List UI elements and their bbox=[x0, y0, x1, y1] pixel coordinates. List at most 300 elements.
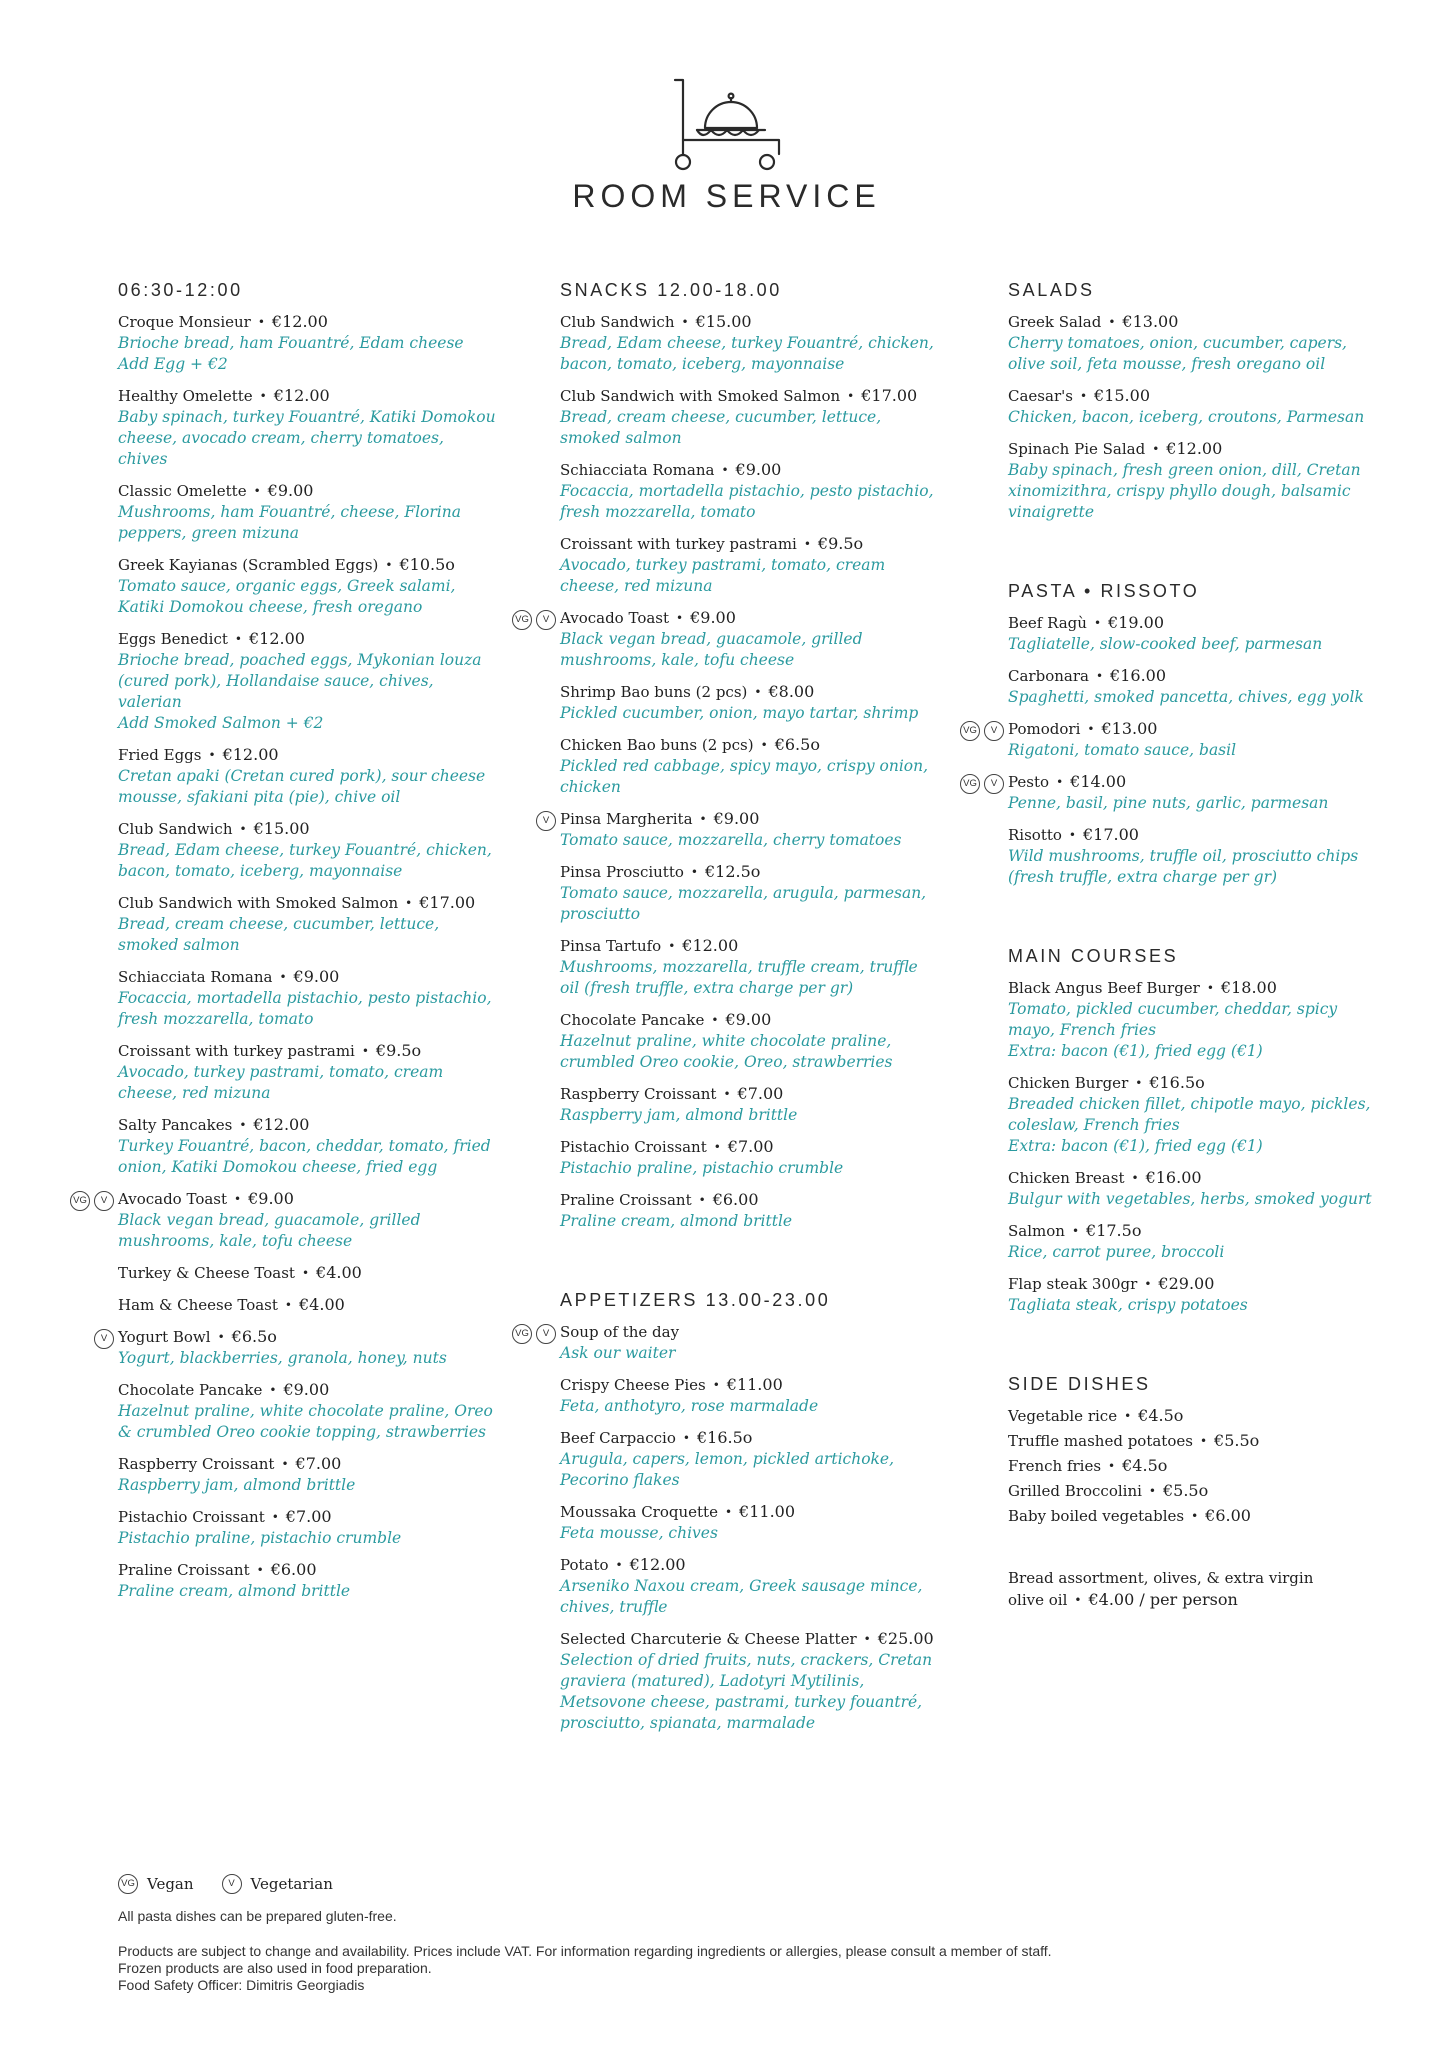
item-price: €16.00 bbox=[1110, 666, 1167, 685]
page-title: ROOM SERVICE bbox=[572, 178, 881, 214]
menu-item bbox=[560, 1501, 940, 1544]
item-name: Spinach Pie Salad bbox=[1008, 440, 1146, 458]
item-title-line bbox=[1008, 824, 1388, 846]
diet-tags bbox=[60, 1188, 114, 1211]
item-price: €16.00 bbox=[1145, 1168, 1202, 1187]
section-title: 06:30-12:00 bbox=[118, 280, 243, 300]
item-name: Potato bbox=[560, 1556, 609, 1574]
item-title-line bbox=[1008, 1567, 1348, 1611]
item-description: Raspberry jam, almond brittle bbox=[560, 1106, 798, 1124]
separator-dot: • bbox=[257, 315, 265, 329]
vegetarian-icon: V bbox=[984, 774, 1004, 794]
item-name: Shrimp Bao buns (2 pcs) bbox=[560, 683, 748, 701]
item-name: Croissant with turkey pastrami bbox=[560, 535, 797, 553]
menu-item bbox=[118, 966, 498, 1030]
item-description: Rigatoni, tomato sauce, basil bbox=[1008, 741, 1237, 759]
item-name: Chicken Burger bbox=[1008, 1074, 1129, 1092]
item-title-line bbox=[118, 966, 498, 988]
item-description: Focaccia, mortadella pistachio, pesto pistachio, fresh mozzarella, tomato bbox=[118, 989, 492, 1028]
item-description: Breaded chicken fillet, chipotle mayo, pickles, coleslaw, French fries bbox=[1008, 1095, 1371, 1134]
separator-dot: • bbox=[676, 611, 684, 625]
item-price: €12.5o bbox=[704, 862, 761, 881]
item-title-line bbox=[560, 1554, 940, 1576]
item-title-line bbox=[560, 311, 940, 333]
legend-label: Vegan bbox=[147, 1875, 194, 1893]
item-title-line bbox=[118, 1453, 498, 1475]
item-name: Club Sandwich with Smoked Salmon bbox=[118, 894, 399, 912]
menu-item bbox=[560, 1009, 940, 1073]
item-name: Carbonara bbox=[1008, 667, 1089, 685]
item-price: €12.00 bbox=[253, 1115, 310, 1134]
menu-item bbox=[1008, 311, 1388, 375]
separator-dot: • bbox=[1095, 669, 1104, 683]
separator-dot: • bbox=[239, 822, 247, 836]
item-price: €11.00 bbox=[739, 1502, 796, 1521]
item-name: Turkey & Cheese Toast bbox=[118, 1264, 295, 1282]
item-price: €25.00 bbox=[877, 1629, 934, 1648]
menu-item bbox=[560, 1136, 940, 1179]
menu-item bbox=[118, 1114, 498, 1178]
item-name: Greek Kayianas (Scrambled Eggs) bbox=[118, 556, 379, 574]
menu-item bbox=[118, 1040, 498, 1104]
item-price: €17.00 bbox=[419, 893, 476, 912]
separator-dot: • bbox=[1206, 981, 1214, 995]
item-title-line bbox=[1008, 438, 1388, 460]
vegetarian-icon: V bbox=[222, 1874, 242, 1894]
separator-dot: • bbox=[698, 1193, 706, 1207]
item-name: Soup of the day bbox=[560, 1323, 680, 1341]
menu-item bbox=[560, 459, 940, 523]
item-price: €17.5o bbox=[1086, 1221, 1142, 1240]
menu-item bbox=[1008, 665, 1388, 708]
diet-tags bbox=[502, 1321, 556, 1344]
item-price: €12.00 bbox=[273, 386, 330, 405]
item-title-line bbox=[1008, 718, 1388, 740]
item-description: Brioche bread, poached eggs, Mykonian louza (cured pork), Hollandaise sauce, chives, valerian bbox=[118, 651, 482, 711]
item-title-line bbox=[118, 311, 498, 333]
menu-item bbox=[560, 385, 940, 449]
menu-item bbox=[560, 1083, 940, 1126]
item-title-line bbox=[1008, 977, 1388, 999]
item-description: Praline cream, almond brittle bbox=[118, 1582, 351, 1600]
separator-dot: • bbox=[269, 1383, 277, 1397]
item-price: €17.00 bbox=[861, 386, 918, 405]
menu-item bbox=[118, 744, 498, 808]
separator-dot: • bbox=[301, 1266, 310, 1280]
diet-tags bbox=[950, 771, 1004, 794]
menu-item bbox=[1008, 1273, 1388, 1316]
menu-item bbox=[560, 1374, 940, 1417]
item-description: Arseniko Naxou cream, Greek sausage mince, chives, truffle bbox=[560, 1577, 923, 1616]
vegan-icon: VG bbox=[960, 721, 980, 741]
menu-section bbox=[515, 280, 940, 1232]
item-title-line bbox=[560, 1427, 940, 1449]
item-title-line bbox=[118, 1262, 498, 1284]
item-price: €4.00 bbox=[299, 1295, 345, 1314]
item-title-line bbox=[118, 1559, 498, 1581]
menu-item bbox=[118, 1506, 498, 1549]
item-title-line bbox=[118, 385, 498, 407]
diet-tags bbox=[950, 718, 1004, 741]
menu-item bbox=[1008, 1567, 1348, 1611]
menu-item bbox=[1008, 438, 1388, 523]
item-description: Spaghetti, smoked pancetta, chives, egg yolk bbox=[1008, 688, 1364, 706]
item-description: Baby spinach, fresh green onion, dill, Cretan xinomizithra, crispy phyllo dough, balsamic vinaigrette bbox=[1008, 461, 1361, 521]
menu-item bbox=[515, 1321, 940, 1364]
item-title-line bbox=[560, 935, 940, 957]
item-price: €4.5o bbox=[1122, 1456, 1168, 1475]
menu-item bbox=[1008, 1405, 1388, 1427]
item-title-line bbox=[1008, 1480, 1388, 1502]
item-title-line bbox=[560, 734, 940, 756]
item-price: €5.5o bbox=[1214, 1431, 1260, 1450]
item-title-line bbox=[560, 533, 940, 555]
separator-dot: • bbox=[847, 389, 855, 403]
item-description: Selection of dried fruits, nuts, crackers, Cretan graviera (matured), Ladotyri Mytilinis, Metsovone cheese, pastrami, turkey fouantré, prosciutto, spianata, marmalade bbox=[560, 1651, 933, 1732]
item-price: €15.00 bbox=[253, 819, 310, 838]
item-name: Croissant with turkey pastrami bbox=[118, 1042, 355, 1060]
item-price: €4.00 bbox=[316, 1263, 362, 1282]
item-name: Salmon bbox=[1008, 1222, 1065, 1240]
item-title-line bbox=[560, 1189, 940, 1211]
item-description: Pickled cucumber, onion, mayo tartar, shrimp bbox=[560, 704, 919, 722]
bread-note bbox=[1008, 1567, 1348, 1611]
item-description: Tomato, pickled cucumber, cheddar, spicy mayo, French fries bbox=[1008, 1000, 1338, 1039]
item-description: Praline cream, almond brittle bbox=[560, 1212, 793, 1230]
item-description: Brioche bread, ham Fouantré, Edam cheese bbox=[118, 334, 464, 352]
separator-dot: • bbox=[724, 1505, 733, 1519]
item-price: €13.00 bbox=[1101, 719, 1158, 738]
item-description: Bulgur with vegetables, herbs, smoked yogurt bbox=[1008, 1190, 1372, 1208]
item-name: Pesto bbox=[1008, 773, 1050, 791]
vegan-icon: VG bbox=[118, 1874, 138, 1894]
gluten-free-note: All pasta dishes can be prepared gluten-free. bbox=[118, 1908, 397, 1924]
item-price: €16.5o bbox=[1149, 1073, 1205, 1092]
item-name: Club Sandwich bbox=[118, 820, 233, 838]
item-name: Pistachio Croissant bbox=[118, 1508, 265, 1526]
menu-item bbox=[118, 1559, 498, 1602]
item-description: Chicken, bacon, iceberg, croutons, Parmesan bbox=[1008, 408, 1365, 426]
item-description: Tomato sauce, mozzarella, arugula, parmesan, prosciutto bbox=[560, 884, 927, 923]
menu-column-3 bbox=[963, 280, 1388, 1669]
separator-dot: • bbox=[723, 1087, 731, 1101]
menu-item bbox=[560, 311, 940, 375]
separator-dot: • bbox=[361, 1044, 369, 1058]
item-price: €12.00 bbox=[682, 936, 739, 955]
item-name: Raspberry Croissant bbox=[560, 1085, 717, 1103]
menu-section bbox=[963, 581, 1388, 888]
menu-item bbox=[1008, 1430, 1388, 1452]
item-title-line bbox=[118, 1294, 498, 1316]
section-title: MAIN COURSES bbox=[1008, 946, 1179, 966]
item-price: €15.00 bbox=[695, 312, 752, 331]
separator-dot: • bbox=[405, 896, 413, 910]
item-name: Truffle mashed potatoes bbox=[1008, 1432, 1193, 1450]
item-name: Crispy Cheese Pies bbox=[560, 1376, 706, 1394]
item-description: Mushrooms, mozzarella, truffle cream, truffle oil (fresh truffle, extra charge per gr) bbox=[560, 958, 918, 997]
item-title-line bbox=[1008, 1455, 1388, 1477]
separator-dot: • bbox=[681, 315, 689, 329]
menu-item bbox=[1008, 1072, 1388, 1157]
item-description: Extra: bacon (€1), fried egg (€1) bbox=[1008, 1042, 1263, 1060]
item-title-line bbox=[1008, 1273, 1388, 1295]
item-name: Chocolate Pancake bbox=[560, 1011, 705, 1029]
item-name: Eggs Benedict bbox=[118, 630, 228, 648]
separator-dot: • bbox=[271, 1510, 279, 1524]
menu-item bbox=[560, 681, 940, 724]
item-price: €6.00 bbox=[712, 1190, 759, 1209]
item-title-line bbox=[1008, 612, 1388, 634]
item-name: Pinsa Prosciutto bbox=[560, 863, 684, 881]
item-price: €12.00 bbox=[248, 629, 305, 648]
item-title-line bbox=[560, 1501, 940, 1523]
item-price: €9.00 bbox=[725, 1010, 772, 1029]
item-description: Hazelnut praline, white chocolate praline, crumbled Oreo cookie, Oreo, strawberries bbox=[560, 1032, 893, 1071]
menu-item bbox=[560, 1554, 940, 1618]
item-title-line bbox=[118, 1506, 498, 1528]
separator-dot: • bbox=[1191, 1509, 1199, 1523]
menu-item bbox=[963, 718, 1388, 761]
separator-dot: • bbox=[1093, 616, 1102, 630]
item-title-line bbox=[1008, 1405, 1388, 1427]
separator-dot: • bbox=[712, 1378, 720, 1392]
separator-dot: • bbox=[1079, 389, 1088, 403]
item-title-line bbox=[560, 808, 940, 830]
item-name: Ham & Cheese Toast bbox=[118, 1296, 278, 1314]
separator-dot: • bbox=[239, 1118, 247, 1132]
item-price: €6.00 bbox=[270, 1560, 317, 1579]
item-price: €6.5o bbox=[231, 1327, 277, 1346]
item-description: Turkey Fouantré, bacon, cheddar, tomato, fried onion, Katiki Domokou cheese, fried egg bbox=[118, 1137, 491, 1176]
item-price: €7.00 bbox=[737, 1084, 784, 1103]
item-description: Add Egg + €2 bbox=[118, 355, 228, 373]
item-price: €18.00 bbox=[1220, 978, 1277, 997]
item-name: Croque Monsieur bbox=[118, 313, 251, 331]
vegetarian-icon: V bbox=[94, 1191, 114, 1211]
separator-dot: • bbox=[1068, 828, 1076, 842]
item-description: Black vegan bread, guacamole, grilled mushrooms, kale, tofu cheese bbox=[560, 630, 863, 669]
item-price: €4.00 / per person bbox=[1088, 1590, 1238, 1609]
separator-dot: • bbox=[1108, 315, 1116, 329]
menu-footer bbox=[118, 1874, 1368, 1994]
item-title-line bbox=[560, 459, 940, 481]
item-price: €9.5o bbox=[375, 1041, 422, 1060]
item-name: Schiacciata Romana bbox=[560, 461, 715, 479]
menu-item bbox=[73, 1188, 498, 1252]
item-title-line bbox=[118, 744, 498, 766]
item-title-line bbox=[1008, 1072, 1388, 1094]
item-title-line bbox=[560, 681, 940, 703]
item-description: Focaccia, mortadella pistachio, pesto pistachio, fresh mozzarella, tomato bbox=[560, 482, 934, 521]
section-title: SALADS bbox=[1008, 280, 1095, 300]
item-price: €6.5o bbox=[774, 735, 820, 754]
item-price: €17.00 bbox=[1082, 825, 1139, 844]
menu-section bbox=[1008, 280, 1388, 523]
separator-dot: • bbox=[1152, 442, 1160, 456]
item-name: Schiacciata Romana bbox=[118, 968, 273, 986]
item-price: €9.00 bbox=[267, 481, 314, 500]
separator-dot: • bbox=[259, 389, 267, 403]
vegan-icon: VG bbox=[512, 1324, 532, 1344]
vegan-icon: VG bbox=[512, 610, 532, 630]
menu-item bbox=[118, 892, 498, 956]
menu-item bbox=[118, 818, 498, 882]
item-name: Bread assortment, olives, & extra virgin olive oil bbox=[1008, 1569, 1314, 1609]
separator-dot: • bbox=[803, 537, 811, 551]
item-name: Risotto bbox=[1008, 826, 1062, 844]
menu-item bbox=[118, 480, 498, 544]
item-name: Pinsa Tartufo bbox=[560, 937, 662, 955]
item-title-line bbox=[560, 861, 940, 883]
item-description: Cretan apaki (Cretan cured pork), sour cheese mousse, sfakiani pita (pie), chive oil bbox=[118, 767, 486, 806]
legend-label: Vegetarian bbox=[250, 1875, 333, 1893]
menu-item bbox=[560, 1189, 940, 1232]
item-price: €4.5o bbox=[1138, 1406, 1184, 1425]
separator-dot: • bbox=[279, 970, 287, 984]
separator-dot: • bbox=[1199, 1434, 1208, 1448]
vegan-icon: VG bbox=[960, 774, 980, 794]
item-title-line bbox=[560, 1374, 940, 1396]
menu-section bbox=[1008, 1374, 1388, 1527]
menu-item bbox=[118, 1262, 498, 1284]
separator-dot: • bbox=[208, 748, 216, 762]
item-title-line bbox=[118, 818, 498, 840]
item-title-line bbox=[118, 480, 498, 502]
menu-item bbox=[542, 808, 940, 851]
item-description: Bread, cream cheese, cucumber, lettuce, smoked salmon bbox=[560, 408, 882, 447]
menu-column-2 bbox=[515, 280, 940, 1792]
item-price: €7.00 bbox=[295, 1454, 342, 1473]
separator-dot: • bbox=[754, 685, 762, 699]
separator-dot: • bbox=[721, 463, 729, 477]
diet-tags bbox=[502, 607, 556, 630]
separator-dot: • bbox=[682, 1431, 690, 1445]
separator-dot: • bbox=[1071, 1224, 1080, 1238]
item-price: €9.00 bbox=[293, 967, 340, 986]
item-name: Flap steak 300gr bbox=[1008, 1275, 1138, 1293]
item-title-line bbox=[1008, 1220, 1388, 1242]
item-price: €29.00 bbox=[1158, 1274, 1215, 1293]
section-title: PASTA • RISSOTO bbox=[1008, 581, 1200, 601]
item-name: Baby boiled vegetables bbox=[1008, 1507, 1185, 1525]
menu-item bbox=[118, 385, 498, 470]
item-description: Mushrooms, ham Fouantré, cheese, Florina peppers, green mizuna bbox=[118, 503, 461, 542]
item-name: Chicken Bao buns (2 pcs) bbox=[560, 736, 754, 754]
item-name: Healthy Omelette bbox=[118, 387, 253, 405]
diet-legend bbox=[118, 1874, 1368, 1894]
menu-item bbox=[118, 311, 498, 375]
separator-dot: • bbox=[863, 1632, 871, 1646]
menu-item bbox=[1008, 1167, 1388, 1210]
item-description: Tomato sauce, mozzarella, cherry tomatoes bbox=[560, 831, 902, 849]
item-title-line bbox=[560, 1136, 940, 1158]
item-price: €10.5o bbox=[399, 555, 455, 574]
item-description: Bread, Edam cheese, turkey Fouantré, chicken, bacon, tomato, iceberg, mayonnaise bbox=[560, 334, 934, 373]
item-description: Yogurt, blackberries, granola, honey, nuts bbox=[118, 1349, 447, 1367]
separator-dot: • bbox=[234, 1192, 242, 1206]
item-price: €12.00 bbox=[629, 1555, 686, 1574]
item-price: €9.5o bbox=[817, 534, 864, 553]
item-name: Praline Croissant bbox=[560, 1191, 692, 1209]
disclaimer-line: Food Safety Officer: Dimitris Georgiadis bbox=[118, 1977, 365, 1993]
item-title-line bbox=[118, 554, 498, 576]
item-title-line bbox=[560, 1009, 940, 1031]
menu-item bbox=[118, 1294, 498, 1316]
item-title-line bbox=[560, 1083, 940, 1105]
item-description: Tagliatelle, slow-cooked beef, parmesan bbox=[1008, 635, 1323, 653]
item-title-line bbox=[560, 607, 940, 629]
menu-item bbox=[1008, 385, 1388, 428]
separator-dot: • bbox=[217, 1330, 225, 1344]
separator-dot: • bbox=[760, 738, 768, 752]
item-description: Cherry tomatoes, onion, cucumber, capers, olive soil, feta mousse, fresh oregano oil bbox=[1008, 334, 1347, 373]
disclaimer-line: Frozen products are also used in food preparation. bbox=[118, 1960, 432, 1976]
item-price: €9.00 bbox=[248, 1189, 294, 1208]
item-description: Pistachio praline, pistachio crumble bbox=[560, 1159, 844, 1177]
item-description: Feta, anthotyro, rose marmalade bbox=[560, 1397, 819, 1415]
legend-entry bbox=[118, 1874, 194, 1894]
menu-item bbox=[118, 1379, 498, 1443]
item-name: Selected Charcuterie & Cheese Platter bbox=[560, 1630, 857, 1648]
item-description: Wild mushrooms, truffle oil, prosciutto chips (fresh truffle, extra charge per gr) bbox=[1008, 847, 1359, 886]
item-name: Club Sandwich with Smoked Salmon bbox=[560, 387, 841, 405]
separator-dot: • bbox=[711, 1013, 719, 1027]
separator-dot: • bbox=[690, 865, 698, 879]
item-title-line bbox=[118, 1379, 498, 1401]
menu-section bbox=[1008, 946, 1388, 1316]
separator-dot: • bbox=[253, 484, 261, 498]
menu-section bbox=[515, 1290, 940, 1734]
separator-dot: • bbox=[1144, 1277, 1152, 1291]
item-price: €9.00 bbox=[713, 809, 760, 828]
separator-dot: • bbox=[1108, 1459, 1116, 1473]
item-price: €16.5o bbox=[696, 1428, 753, 1447]
menu-item bbox=[118, 1453, 498, 1496]
item-description: Bread, Edam cheese, turkey Fouantré, chicken, bacon, tomato, iceberg, mayonnaise bbox=[118, 841, 492, 880]
menu-item bbox=[560, 533, 940, 597]
menu-item bbox=[1008, 612, 1388, 655]
item-title-line bbox=[1008, 1505, 1388, 1527]
item-price: €12.00 bbox=[222, 745, 279, 764]
item-price: €9.00 bbox=[735, 460, 782, 479]
separator-dot: • bbox=[385, 558, 393, 572]
item-description: Tagliata steak, crispy potatoes bbox=[1008, 1296, 1248, 1314]
menu-item bbox=[560, 734, 940, 798]
item-name: Beef Carpaccio bbox=[560, 1429, 676, 1447]
item-description: Penne, basil, pine nuts, garlic, parmesan bbox=[1008, 794, 1329, 812]
item-description: Rice, carrot puree, broccoli bbox=[1008, 1243, 1225, 1261]
vegetarian-icon: V bbox=[94, 1329, 114, 1349]
item-price: €14.00 bbox=[1070, 772, 1127, 791]
item-name: Moussaka Croquette bbox=[560, 1503, 718, 1521]
menu-item bbox=[1008, 977, 1388, 1062]
item-description: Avocado, turkey pastrami, tomato, cream cheese, red mizuna bbox=[560, 556, 886, 595]
item-name: Pinsa Margherita bbox=[560, 810, 693, 828]
item-price: €9.00 bbox=[690, 608, 736, 627]
separator-dot: • bbox=[1074, 1593, 1082, 1607]
item-description: Hazelnut praline, white chocolate praline, Oreo & crumbled Oreo cookie topping, strawberries bbox=[118, 1402, 493, 1441]
item-name: Classic Omelette bbox=[118, 482, 247, 500]
item-name: Chocolate Pancake bbox=[118, 1381, 263, 1399]
vegetarian-icon: V bbox=[984, 721, 1004, 741]
separator-dot: • bbox=[1131, 1171, 1139, 1185]
item-description: Extra: bacon (€1), fried egg (€1) bbox=[1008, 1137, 1263, 1155]
item-title-line bbox=[560, 1628, 940, 1650]
menu-item bbox=[1008, 1480, 1388, 1502]
item-description: Pickled red cabbage, spicy mayo, crispy onion, chicken bbox=[560, 757, 929, 796]
separator-dot: • bbox=[256, 1563, 264, 1577]
separator-dot: • bbox=[713, 1140, 721, 1154]
